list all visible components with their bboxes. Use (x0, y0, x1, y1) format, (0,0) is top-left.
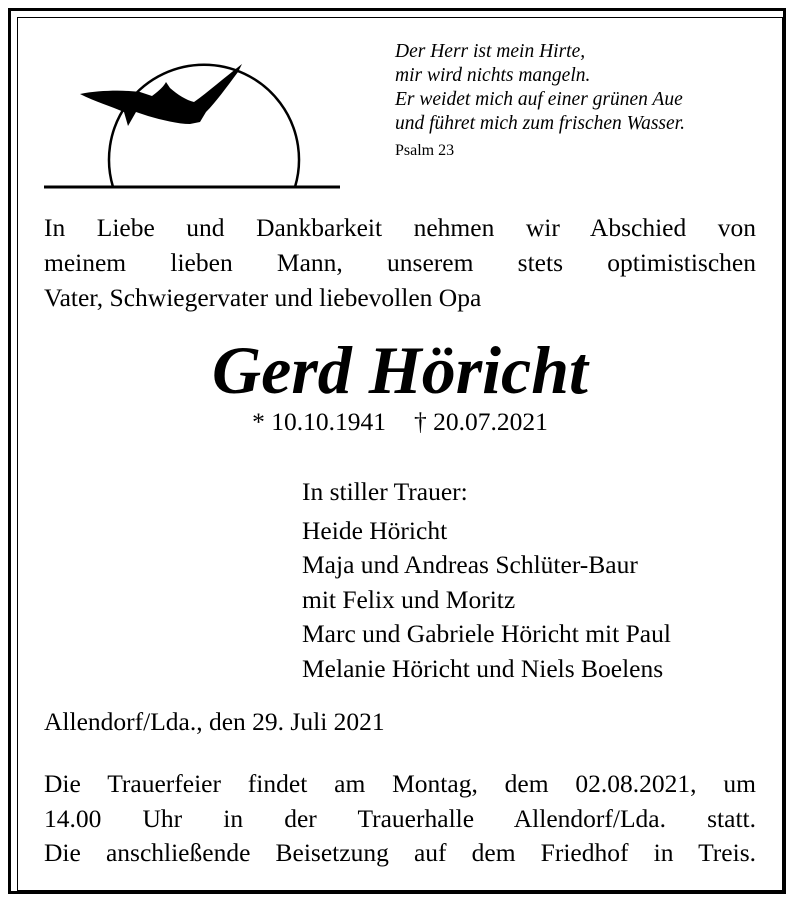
death-date: † 20.07.2021 (414, 407, 548, 436)
mourners-heading: In stiller Trauer: (302, 477, 468, 506)
birth-date: * 10.10.1941 (252, 407, 386, 436)
service-info (44, 767, 756, 871)
service-line: Die anschließende Beisetzung auf dem Friedhof in Treis. (44, 838, 756, 867)
life-dates (0, 405, 800, 439)
psalm-line: mir wird nichts mangeln. (395, 65, 591, 86)
deceased-name: Gerd Höricht (212, 332, 588, 408)
psalm-line: Er weidet mich auf einer grünen Aue (395, 89, 683, 110)
psalm-line: Der Herr ist mein Hirte, (395, 41, 586, 62)
service-line: 14.00 Uhr in der Trauerhalle Allendorf/Lda. statt. (44, 803, 756, 833)
mourner-line: Melanie Höricht und Niels Boelens (302, 653, 664, 683)
mourner-line: mit Felix und Moritz (302, 584, 516, 614)
mourner-line: Maja und Andreas Schlüter-Baur (302, 550, 638, 579)
intro-text (44, 210, 756, 315)
place-date: Allendorf/Lda., den 29. Juli 2021 (44, 707, 385, 736)
intro-line: In Liebe und Dankbarkeit nehmen wir Abschied von (44, 213, 756, 242)
mourner-line: Heide Höricht (302, 515, 448, 545)
intro-line: Vater, Schwiegervater und liebevollen Opa (44, 283, 482, 312)
psalm-line: und führet mich zum frischen Wasser. (395, 113, 685, 134)
psalm-quote (395, 40, 780, 162)
mourners-list (302, 475, 782, 686)
intro-line: meinem lieben Mann, unserem stets optimistischen (44, 248, 756, 277)
service-line: Die Trauerfeier findet am Montag, dem 02.08.2021, um (44, 769, 756, 798)
bird-over-sun-icon (40, 40, 350, 200)
mourner-line: Marc und Gabriele Höricht mit Paul (302, 619, 671, 648)
psalm-reference: Psalm 23 (395, 142, 455, 159)
